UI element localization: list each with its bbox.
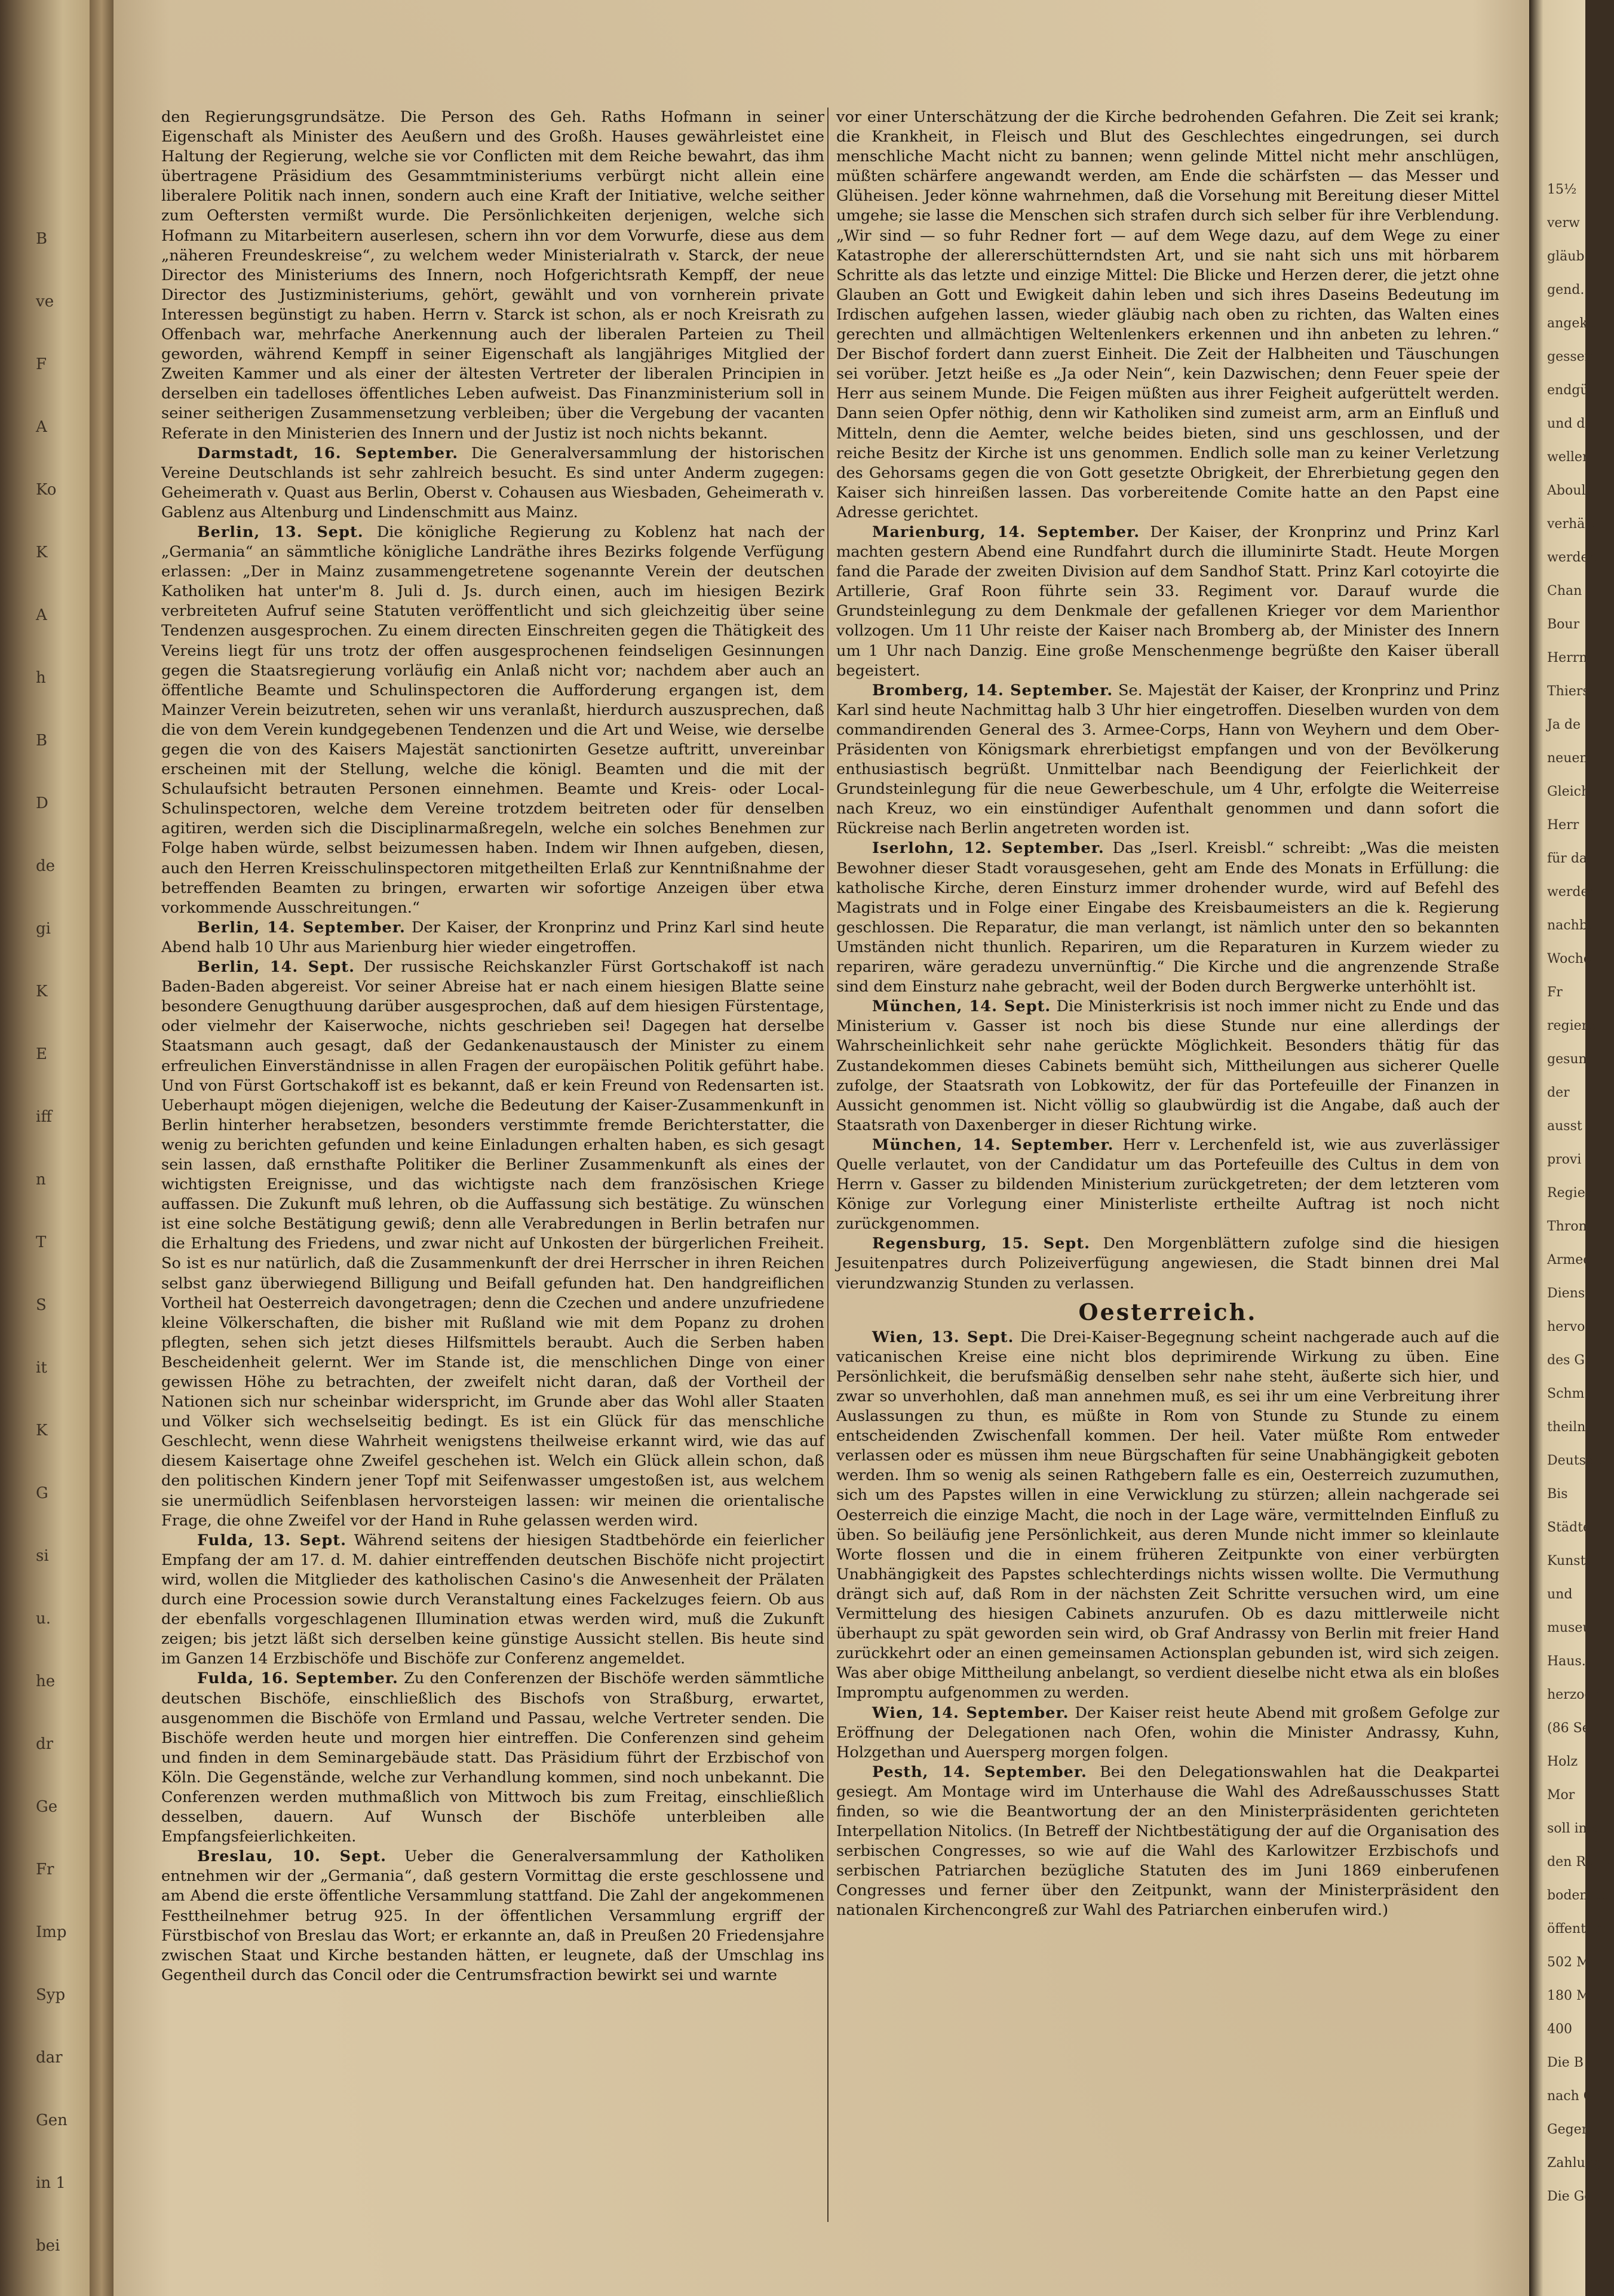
margin-fragment-right: Mor [1547,1788,1575,1803]
margin-fragment-right: theilne [1547,1420,1594,1435]
margin-fragment-right: Thiers [1547,684,1590,699]
margin-fragment-right: Gleich [1547,784,1590,799]
article-breslau: Breslau, 10. Sept. Ueber die Generalversammlung der Katholiken entnehmen wir der „Germania“, daß gestern Vormittag die erste geschlossene und am Abend die erste öffentliche Versammlung stattfand. Die Zahl der angekommenen Festtheilnehmer betrug 925. In der öffentlichen Versammlung ergriff der Fürstbischof von Breslau das Wort; er erkannte an, daß in Preußen 20 Friedensjahre zwischen Staat und Kirche bestanden hätten, er leugnete, daß der Umschlag ins Gegentheil durch das Concil oder die Centrumsfraction bewirkt sei und warnte [161,1847,824,1984]
margin-fragment-right: Zahlung [1547,2156,1603,2171]
margin-fragment-left: it [36,1359,47,1377]
margin-fragment-right: Regier [1547,1186,1592,1201]
margin-fragment-right: herzogli [1547,1687,1601,1702]
article-wien-1: Wien, 13. Sept. Die Drei-Kaiser-Begegnung scheint nachgerade auch auf die vaticanischen Kreise eine nicht blos deprimirende Wirkung zu üben. Eine Persönlichkeit, die berufsmäßig denselben sehr nahe steht, äußerte sich hier, und zwar so unverhohlen, daß man annehmen muß, es sei ihr um eine Verbreitung ihrer Auslassungen zu thun, es müßte in Rom von Stunde zu Stunde zu einem entscheidenden Zwischenfall kommen. Der heil. Vater müßte Rom entweder verlassen oder es müssen ihm neue Bürgschaften für seine Unabhängigkeit geboten werden. Ihm so wenig als seinen Rathgebern falle es ein, Oesterreich zuzumuthen, sich um des Papstes willen in eine Verwicklung zu stürzen; allein nachgerade sei Oesterreich die einzige Macht, die noch in der Lage wäre, vermittelnden Einfluß zu üben. So beiläufig jene Persönlichkeit, aus deren Munde nicht immer so kleinlaute Worte flossen und die in einem früheren Zeitpunkte von einer verbürgten Unabhängigkeit des Papstes schlechterdings nichts wissen wollte. Die Vermuthung drängt sich auf, daß Rom in der nächsten Zeit Schritte versuchen wird, um eine Vermittelung des hiesigen Cabinets anzurufen. Ob es dazu mittlerweile nicht überhaupt zu spät geworden sein wird, ob Graf Andrassy von Berlin mit freier Hand zurückkehrt oder an einen gemeinsamen Actionsplan gebunden ist, wird sich zeigen. Was aber obige Mittheilung anbelangt, so verdient dieselbe nicht etwa als ein bloßes Impromptu aufgenommen zu werden. [836,1328,1500,1702]
margin-fragment-right: nachba [1547,918,1595,933]
margin-fragment-right: Die B [1547,2055,1584,2070]
margin-fragment-right: (86 Se [1547,1721,1590,1736]
margin-fragment-right: Herr [1547,818,1579,833]
margin-fragment-right: ausst [1547,1119,1582,1134]
article-iserlohn: Iserlohn, 12. September. Das „Iserl. Kreisbl.“ schreibt: „Was die meisten Bewohner dieser Stadt vorausgesehen, geht am Ende des Monats in Erfüllung: die katholische Kirche, deren Einsturz immer drohender wurde, wird auf Befehl des Magistrats und in Folge einer Eingabe des Kreisbaumeisters an die k. Regierung geschlossen. Die Reparatur, die man verlangt, ist nämlich unter den so bekannten Umständen nicht thunlich. Repariren, um die Reparaturen in Kurzem wieder zu repariren, wäre geradezu unvernünftig.“ Die Kirche und die angrenzende Straße sind dem Einsturz nahe gebracht, weil der Boden durch Bergwerke unterhöhlt ist. [836,839,1499,996]
margin-fragment-left: K [36,1422,48,1439]
previous-page-edge [0,0,90,2296]
margin-fragment-right: Herrn [1547,650,1588,665]
margin-fragment-right: Deutsch [1547,1453,1602,1468]
margin-fragment-left: si [36,1547,49,1565]
margin-fragment-right: des G [1547,1353,1585,1368]
margin-fragment-right: den Reihe [1547,1855,1614,1870]
margin-fragment-right: nach Gr [1547,2089,1600,2104]
margin-fragment-right: 180 M. [1547,1988,1594,2003]
next-page-edge [1529,0,1614,2296]
margin-fragment-right: boden un [1547,1888,1609,1903]
margin-fragment-left: dar [36,2049,63,2067]
margin-fragment-right: 15½ [1547,182,1577,197]
margin-fragment-right: Gegen [1547,2122,1590,2137]
margin-fragment-right: werden [1547,885,1597,900]
margin-fragment-left: K [36,544,48,561]
margin-fragment-right: neuen [1547,751,1588,766]
column-left [161,108,824,1985]
margin-fragment-right: Kunst [1547,1554,1586,1568]
margin-fragment-left: Fr [36,1861,54,1878]
margin-fragment-left: in 1 [36,2174,66,2192]
article-muenchen-1: München, 14. Sept. Die Ministerkrisis ist noch immer nicht zu Ende und das Ministerium v. Gasser ist noch bis diese Stunde nur eine allerdings der Wahrscheinlichkeit sehr nahe gerückte Möglichkeit. Besonders thätig für das Zustandekommen dieses Cabinets bemüht sich, Mittheilungen aus sicherer Quelle zufolge, der Staatsrath von Lobkowitz, der für das Portefeuille der Finanzen in Aussicht genommen ist. Nicht völlig so glaubwürdig ist die Angabe, daß auch der Staatsrath von Daxenberger in dieser Richtung wirke. [836,997,1499,1134]
margin-fragment-right: wellen [1547,450,1591,465]
margin-fragment-right: 502 M. [1547,1955,1594,1970]
margin-fragment-right: gläub [1547,249,1585,264]
article-muenchen-2: München, 14. September. Herr v. Lerchenfeld ist, wie aus zuverlässiger Quelle verlautet, von der Candidatur um das Portefeuille des Cultus in dem von Herrn v. Gasser zu bildenden Ministerium zurückgetreten; der dem letzteren vom Könige zur Vorlegung einer Ministerliste ertheilte Auftrag ist noch nicht zurückgenommen. [836,1135,1499,1233]
margin-fragment-right: provi [1547,1152,1582,1167]
margin-fragment-left: Syp [36,1986,66,2004]
article-berlin-1: Berlin, 13. Sept. Die königliche Regierung zu Koblenz hat nach der „Germania“ an sämmtliche königliche Landräthe ihres Bezirks folgende Verfügung erlassen: „Der in Mainz zusammengetretene sogenannte Verein der deutschen Katholiken hat unter'm 8. Juli d. Js. durch einen, auch im hiesigen Bezirk verbreiteten Aufruf seine Statuten veröffentlicht und sich gleichzeitig über seine Tendenzen ausgesprochen. Zu einem directen Einschreiten gegen die Thätigkeit des Vereins liegt für uns trotz der offen ausgesprochenen feindseligen Gesinnungen gegen die Staatsregierung vorläufig ein Anlaß nicht vor; nachdem aber auch an öffentliche Beamte und Schulinspectoren die Aufforderung ergangen ist, dem Mainzer Verein beizutreten, sehen wir uns veranlaßt, hierdurch auszusprechen, daß die von dem Verein kundgegebenen Tendenzen und die Art und Weise, wie derselbe gegen die von des Kaisers Majestät sanctionirten Gesetze auftritt, unvereinbar erscheinen mit der Stellung, welche die königl. Beamten und die mit der Schulaufsicht betrauten Personen einnehmen. Beamte und Kreis- oder Local-Schulinspectoren, welche dem Vereine trotzdem beitreten oder für denselben agitiren, werden sich die Disciplinarmaßregeln, welche ein solches Benehmen zur Folge haben würde, selbst beizumessen haben. Indem wir Ihnen aufgeben, diesen, auch den Herren Kreisschulinspectoren mitgetheilten Erlaß zur Kenntnißnahme der betreffenden Beamten zu bringen, erwarten wir sofortige Anzeigen über etwa vorkommende Ausschreitungen.“ [161,523,825,917]
margin-fragment-right: 400 [1547,2022,1572,2037]
article-fulda-1: Fulda, 13. Sept. Während seitens der hiesigen Stadtbehörde ein feierlicher Empfang der am 17. d. M. dahier eintreffenden deutschen Bischöfe nicht projectirt wird, wollen die Mitglieder des katholischen Casino's die Anwesenheit der Prälaten durch eine Procession sowie durch Veranstaltung eines Fackelzuges feiern. Ob aus der ebenfalls vorgeschlagenen Illumination etwas werden wird, muß die Zukunft zeigen; bis jetzt läßt sich derselben keine günstige Aussicht stellen. Bis heute sind im Ganzen 14 Erzbischöfe und Bischöfe zur Conferenz angemeldet. [161,1531,825,1668]
margin-fragment-left: S [36,1296,47,1314]
article-pesth: Pesth, 14. September. Bei den Delegationswahlen hat die Deakpartei gesiegt. Am Montage wird im Unterhause die Wahl des Adreßausschusses Statt finden, so wie die Beantwortung der an den Ministerpräsidenten gerichteten Interpellation Nitolics. (In Betreff der Nichtbestätigung der auf die Organisation des serbischen Congresses, so wie auf die Wahl des Karlowitzer Erzbischofs und serbischen Patriarchen bezügliche Statuten des im Juni 1869 einberufenen Congresses und ferner über den Zeitpunkt, wann der Ministerpräsident den nationalen Kirchencongreß zur Wahl des Patriarchen einberufen wird.) [836,1763,1499,1920]
margin-fragment-right: Städte [1547,1520,1591,1535]
margin-fragment-right: Chan [1547,584,1582,598]
margin-fragment-right: Woche [1547,951,1591,966]
margin-fragment-left: h [36,669,46,687]
margin-fragment-right: Abouli [1547,483,1590,498]
margin-fragment-left: B [36,732,48,750]
margin-fragment-left: u. [36,1610,51,1628]
margin-fragment-right: hervor [1547,1319,1591,1334]
article-wien-2: Wien, 14. September. Der Kaiser reist heute Abend mit großem Gefolge zur Eröffnung der Delegationen nach Ofen, wohin die Minister Andrassy, Kuhn, Holzgethan und Auersperg morgen folgen. [836,1703,1499,1761]
margin-fragment-right: Bour [1547,617,1580,632]
article-fulda-2: Fulda, 16. September. Zu den Conferenzen der Bischöfe werden sämmtliche deutschen Bischöfe, einschließlich des Bischofs von Straßburg, erwartet, ausgenommen die Bischöfe von Ermland und Passau, welche Vertreter senden. Die Bischöfe werden heute und morgen hier eintreffen. Die Conferenzen sind geheim und finden in dem Seminargebäude statt. Das Präsidium führt der Erzbischof von Köln. Die Gegenstände, welche zur Verhandlung kommen, sind noch unbekannt. Die Conferenzen werden muthmaßlich von Mittwoch bis zum Freitag, einschließlich desselben, dauern. Auf Wunsch der Bischöfe unterbleiben alle Empfangsfeierlichkeiten. [161,1669,824,1846]
newspaper-page [113,0,1529,2296]
margin-fragment-left: G [36,1484,48,1502]
section-heading-oesterreich: Oesterreich. [1078,1298,1257,1325]
margin-fragment-left: Gen [36,2111,67,2129]
article-regensburg: Regensburg, 15. Sept. Den Morgenblättern zufolge sind die hiesigen Jesuitenpatres durch Polizeiverfügung angewiesen, die Stadt binnen drei Mal vierundzwanzig Stunden zu verlassen. [836,1235,1499,1293]
margin-fragment-right: der [1547,1085,1570,1100]
margin-fragment-right: gend. [1547,283,1585,297]
margin-fragment-right: und de [1547,416,1593,431]
article-marienburg: Marienburg, 14. September. Der Kaiser, der Kronprinz und Prinz Karl machten gestern Abend eine Rundfahrt durch die illuminirte Stadt. Heute Morgen fand die Parade der zweiten Division auf dem Sandhof Statt. Prinz Karl cotoyirte die Artillerie, Graf Roon führte sein 33. Regiment vor. Darauf wurde die Grundsteinlegung zu dem Denkmale der gefallenen Krieger vor dem Marienthor vollzogen. Um 11 Uhr reiste der Kaiser nach Bromberg ab, der Minister des Innern um 1 Uhr nach Danzig. Eine große Menschenmenge begrüßte den Kaiser überall begeistert. [836,523,1499,680]
margin-fragment-left: A [36,418,47,436]
margin-fragment-right: endgül [1547,383,1593,398]
margin-fragment-right: verw [1547,216,1580,231]
margin-fragment-left: K [36,983,48,1000]
margin-fragment-left: Ko [36,481,57,499]
margin-fragment-left: de [36,857,56,875]
margin-fragment-left: A [36,606,47,624]
margin-fragment-right: verhält [1547,517,1595,532]
margin-fragment-left: B [36,230,48,248]
margin-fragment-right: Armee [1547,1253,1591,1267]
margin-fragment-right: angekü [1547,316,1596,331]
column-right [836,108,1499,1921]
article-bromberg: Bromberg, 14. September. Se. Majestät der Kaiser, der Kronprinz und Prinz Karl sind heute Nachmittag halb 3 Uhr hier eingetroffen. Dieselben wurden von dem commandirenden General des 3. Armee-Corps, Hann von Weyhern und dem Ober-Präsidenten von Königsmark ehrerbietigst empfangen und von der Bevölkerung enthusiastisch begrüßt. Unmittelbar nach Beendigung der Feierlichkeit der Grundsteinlegung für die neue Gewerbeschule, um 4 Uhr, erfolgte die Weiterreise nach Kreuz, wo ein einstündiger Aufenthalt genommen und dann sofort die Rückreise nach Berlin angetreten worden ist. [836,681,1499,838]
margin-fragment-right: Thron [1547,1219,1587,1234]
margin-fragment-left: dr [36,1735,54,1753]
margin-fragment-right: Schm [1547,1386,1585,1401]
article-darmstadt: Darmstadt, 16. September. Die Generalversammlung der historischen Vereine Deutschlands ist sehr zahlreich besucht. Es sind unter Anderm zugegen: Geheimerath v. Quast aus Berlin, Oberst v. Cohausen aus Wiesbaden, Geheimerath v. Gablenz aus Altenburg und Lindenschmitt aus Mainz. [161,444,824,521]
margin-fragment-right: Bis [1547,1487,1568,1502]
margin-fragment-right: Ja de [1547,717,1581,732]
margin-fragment-left: n [36,1171,46,1189]
margin-fragment-left: bei [36,2237,60,2255]
margin-fragment-right: soll in d [1547,1821,1600,1836]
margin-fragment-right: öffentlich [1547,1921,1610,1936]
margin-fragment-right: Die Ge [1547,2189,1592,2204]
article-intro: den Regierungsgrundsätze. Die Person des Geh. Raths Hofmann in seiner Eigenschaft als Minister des Aeußern und des Großh. Hauses gewährleistet eine Haltung der Regierung, welche sie vor Conflicten mit dem Reiche bewahrt, das ihm übertragene Präsidium des Gesammtministeriums verbürgt nicht allein eine liberalere Politik nach innen, sondern auch eine Kraft der Initiative, welche seither zum Oeftersten vermißt wurde. Die Persönlichkeiten derjenigen, welche sich Hofmann zu Mitarbeitern auserlesen, schern ihn vor dem Vorwurfe, diese aus dem „näheren Freundeskreise“, zu welchem weder Ministerialrath v. Starck, der neue Director des Ministeriums des Innern, noch Hofgerichtsrath Kempff, der neue Director des Justizministeriums, gehört, gewählt und von vornherein private Interessen begünstigt zu haben. Herrn v. Starck ist schon, als er noch Kreisrath zu Offenbach war, mehrfache Anerkennung auch der liberalen Parteien zu Theil geworden, während Kempff in seiner Eigenschaft als langjähriges Mitglied der Zweiten Kammer und als einer der ältesten Vertreter der liberalen Principien in derselben ein tadelloses öffentliches Leben aufweist. Das Finanzministerium soll in seiner seitherigen Zusammensetzung verbleiben; über die Vergebung der vacanten Referate in den Ministerien des Innern und der Justiz ist noch nichts bekannt. [161,108,824,443]
margin-fragment-left: Ge [36,1798,58,1816]
margin-fragment-right: Dienst [1547,1286,1590,1301]
margin-fragment-right: werden [1547,550,1597,565]
margin-fragment-left: Imp [36,1923,67,1941]
margin-fragment-left: iff [36,1108,52,1126]
margin-fragment-right: und [1547,1587,1573,1602]
margin-fragment-right: gesun [1547,1052,1587,1067]
margin-fragment-left: he [36,1672,56,1690]
margin-fragment-right: Haus. [1547,1654,1586,1669]
margin-fragment-right: museum [1547,1620,1604,1635]
article-berlin-3: Berlin, 14. Sept. Der russische Reichskanzler Fürst Gortschakoff ist nach Baden-Baden abgereist. Vor seiner Abreise hat er nach einem hiesigen Blatte seine besondere Genugthuung darüber ausgesprochen, daß auf dem hiesigen Fürstentage, oder vielmehr der Kaiserwoche, nichts geschrieben sei! Dagegen hat derselbe Staatsmann auch gesagt, daß der Gedankenaustausch der Minister zu einem erfreulichen Einverständnisse in allen Fragen der europäischen Politik geführt habe. Und von Fürst Gortschakoff ist es bekannt, daß er kein Freund von Redensarten ist. Ueberhaupt mögen diejenigen, welche die Bedeutung der Kaiser-Zusammenkunft in Berlin hinterher herabsetzen, besonders verstimmte fremde Berichterstatter, die wenig zu berichten gefunden und keine Einladungen erhalten haben, es sich gesagt sein lassen, daß ernsthafte Politiker die Berliner Zusammenkunft als eines der wichtigsten Ereignisse, und das wichtigste nach dem französischen Kriege auffassen. Die Zukunft muß lehren, ob die Auffassung sich bestätige. Zu wünschen ist eine solche Bestätigung gewiß; denn alle Verabredungen in Berlin betrafen nur die Erhaltung des Friedens, und zwar nicht auf Unkosten der bürgerlichen Freiheit. So ist es nur natürlich, daß die Zusammenkunft der drei Herrscher in ihren Reichen selbst ganz überwiegend Billigung und Beifall gefunden hat. Den handgreiflichen Vortheil hat Oesterreich davongetragen; denn die Czechen und andere unzufriedene kleine Völkerschaften, die bisher mit Rußland wie mit dem Popanz zu drohen pflegten, sehen sich jetzt dieses Hilfsmittels beraubt. Auch die Serben haben Bescheidenheit gelernt. Wer im Stande ist, die menschlichen Dinge von einer gewissen Höhe zu betrachten, der zweifelt nicht daran, daß der Vortheil der Nationen sich nur scheinbar widerspricht, im Grunde aber das Wohl aller Staaten und Völker sich wechselseitig bedingt. Es ist ein Glück für das menschliche Geschlecht, wenn diese Wahrheit wenigstens theilweise erkannt wird, wie das auf diesem Kaisertage ohne Zweifel geschehen ist. Welch ein Glück allein schon, daß den politischen Kindern jener Topf mit Seifenwasser umgestoßen ist, aus welchem sie unermüdlich Seifenblasen hervorsteigen lassen: wir meinen die orientalische Frage, die ohne Zweifel vor der Hand in Ruhe gelassen werden wird. [161,958,824,1530]
margin-fragment-left: E [36,1045,47,1063]
article-berlin-2: Berlin, 14. September. Der Kaiser, der Kronprinz und Prinz Karl sind heute Abend halb 10 Uhr aus Marienburg hier wieder eingetroffen. [161,918,824,956]
margin-fragment-right: gessern [1547,349,1600,364]
margin-fragment-left: gi [36,920,51,938]
column-divider [827,108,829,2222]
margin-fragment-right: Holz [1547,1754,1578,1769]
book-spine [90,0,113,2296]
article-breslau-continued: vor einer Unterschätzung der die Kirche bedrohenden Gefahren. Die Zeit sei krank; die Krankheit, in Fleisch und Blut des Geschlechtes eingedrungen, sei durch menschliche Macht nicht zu bannen; wenn gelinde Mittel nicht mehr anschlügen, müßten schärfere angewandt werden, am Ende die schärfsten — das Messer und Glüheisen. Jeder könne wahrnehmen, daß die Vorsehung mit Bereitung dieser Mittel umgehe; sie lasse die Menschen sich strafen durch sich selber für ihre Verblendung. „Wir sind — so fuhr Redner fort — auf dem Wege dazu, auf dem Wege zu einer Katastrophe der allererschütterndsten Art, und sie naht sich uns mit hörbarem Schritte als das letzte und einzige Mittel: Die Blicke und Herzen derer, die jetzt ohne Glauben an Gott und Ewigkeit dahin leben und sich ihres Daseins Bedeutung im Irdischen aufgehen lassen, wieder gläubig nach oben zu richten, das Walten eines gerechten und allmächtigen Weltenlenkers erkennen und ihn anbeten zu lehren.“ Der Bischof fordert dann zuerst Einheit. Die Zeit der Halbheiten und Täuschungen sei vorüber. Jetzt heiße es „Ja oder Nein“, kein Dazwischen; denn Feuer speie der Herr aus seinem Munde. Die Feigen müßten aus ihrer Feigheit aufgerüttelt werden. Dann seien Opfer nöthig, denn wir Katholiken sind zumeist arm, arm an Einfluß und Mitteln, denn die Aemter, welche beides bieten, sind uns geschlossen, und der reiche Besitz der Kirche ist uns genommen. Endlich solle man zu keiner Verletzung des Gehorsams gegen die von Gott gesetzte Obrigkeit, der Ehrerbietung gegen den Kaiser sich hinreißen lassen. Das vorbereitende Comite hatte an den Papst eine Adresse gerichtet. [836,108,1499,521]
margin-fragment-left: D [36,794,48,812]
margin-fragment-left: ve [36,293,54,311]
margin-fragment-right: regiere [1547,1018,1596,1033]
margin-fragment-right: Fr [1547,985,1563,1000]
margin-fragment-left: F [36,355,47,373]
margin-fragment-left: T [36,1233,47,1251]
margin-fragment-right: für da [1547,851,1588,866]
